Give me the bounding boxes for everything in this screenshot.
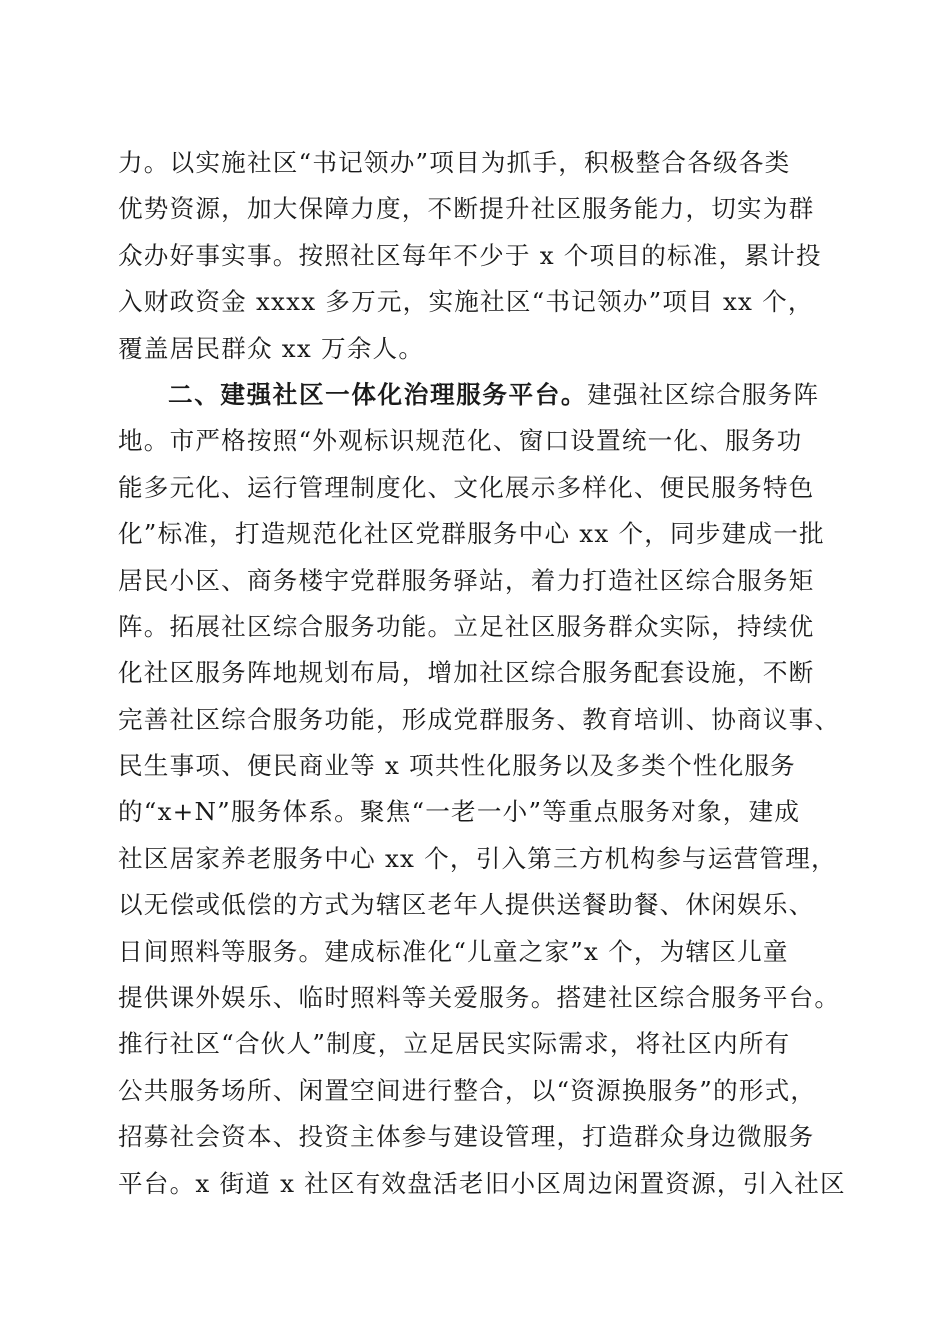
text-line: 完善社区综合服务功能，形成党群服务、教育培训、协商议事、 [118,704,841,734]
text-line: 招募社会资本、投资主体参与建设管理，打造群众身边微服务 [118,1122,815,1152]
text-line: 公共服务场所、闲置空间进行整合，以“资源换服务”的形式， [118,1075,817,1105]
text-line: 力。以实施社区“书记领办”项目为抓手，积极整合各级各类 [118,148,791,177]
text-line: 社区居家养老服务中心 xx 个，引入第三方机构参与运营管理， [118,843,837,873]
text-line: 化”标准，打造规范化社区党群服务中心 xx 个，同步建成一批 [118,519,825,549]
body-text [118,140,846,1207]
text-line: 化社区服务阵地规划布局，增加社区综合服务配套设施，不断 [118,658,815,688]
text-line: 平台。x 街道 x 社区有效盘活老旧小区周边闲置资源，引入社区 [118,1168,846,1198]
text-line: 日间照料等服务。建成标准化“儿童之家”x 个，为辖区儿童 [118,936,789,966]
text-line: 推行社区“合伙人”制度，立足居民实际需求，将社区内所有 [118,1029,791,1059]
text-line-rest: 建强社区综合服务阵 [587,379,820,409]
text-line: 以无偿或低偿的方式为辖区老年人提供送餐助餐、休闲娱乐、 [118,890,815,920]
text-line: 入财政资金 xxxx 多万元，实施社区“书记领办”项目 xx 个， [118,287,814,317]
text-line: 的“x+N”服务体系。聚焦“一老一小”等重点服务对象，建成 [118,797,801,827]
text-line: 覆盖居民群众 xx 万余人。 [118,333,425,363]
text-line: 众办好事实事。按照社区每年不少于 x 个项目的标准，累计投 [118,240,822,270]
text-line: 能多元化、运行管理制度化、文化展示多样化、便民服务特色 [118,472,815,502]
text-line: 地。市严格按照“外观标识规范化、窗口设置统一化、服务功 [118,426,803,456]
text-line: 优势资源，加大保障力度，不断提升社区服务能力，切实为群 [118,194,815,224]
text-line: 提供课外娱乐、临时照料等关爱服务。搭建社区综合服务平台。 [118,983,841,1013]
section-heading: 二、建强社区一体化治理服务平台。 [168,379,588,409]
paragraph-first-line [118,372,838,418]
text-line: 居民小区、商务楼宇党群服务驿站，着力打造社区综合服务矩 [118,565,815,595]
text-line: 民生事项、便民商业等 x 项共性化服务以及多类个性化服务 [118,751,796,781]
text-line: 阵。拓展社区综合服务功能。立足社区服务群众实际，持续优 [118,611,815,641]
